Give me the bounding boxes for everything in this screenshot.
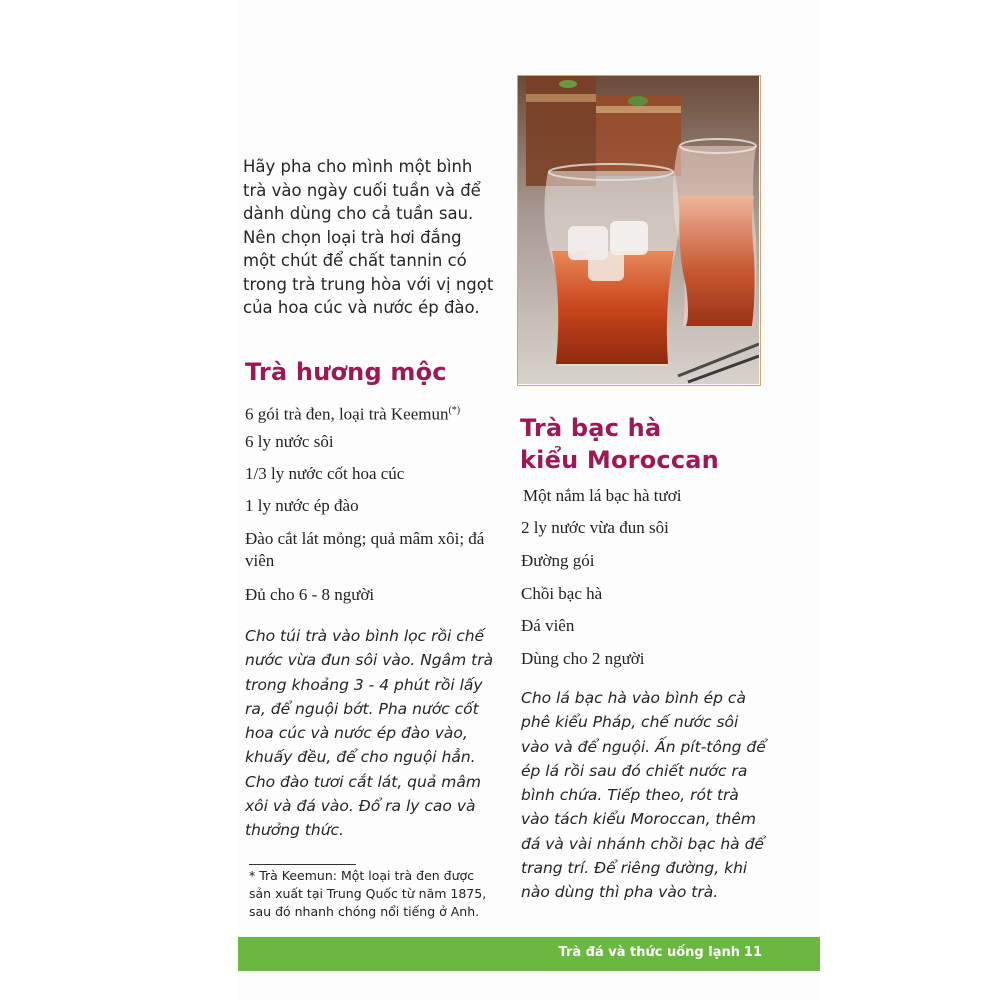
recipe1-ingredient: 6 ly nước sôi — [245, 432, 334, 451]
footnote-mark: (*) — [448, 405, 461, 416]
recipe1-ingredient — [245, 400, 460, 426]
recipe2-ingredient: Đá viên — [521, 616, 575, 635]
recipe2-ingredient: 2 ly nước vừa đun sôi — [521, 518, 669, 537]
recipe2-title-line1: Trà bạc hà — [520, 414, 662, 442]
footer-section-title: Trà đá và thức uống lạnh — [558, 945, 740, 960]
recipe1-ingredient: Đủ cho 6 - 8 người — [245, 585, 375, 604]
recipe1-method: Cho túi trà vào bình lọc rồi chế nước vừa đun sôi vào. Ngâm trà trong khoảng 3 - 4 phút rồi lấy ra, để nguội bớt. Pha nước cốt hoa cúc và nước ép đào vào, khuấy đều, để cho nguội hẳn. Cho đào tươi cắt lát, quả mâm xôi và đá vào. Đổ ra ly cao và thưởng thức. — [245, 627, 494, 840]
footer-bar — [238, 937, 820, 971]
recipe1-ingredient: 1 ly nước ép đào — [245, 496, 359, 515]
footnote-rule — [249, 864, 356, 865]
recipe2-ingredient: Chồi bạc hà — [521, 584, 603, 603]
recipe2-method: Cho lá bạc hà vào bình ép cà phê kiểu Pháp, chế nước sôi vào và để nguội. Ấn pít-tông để ép lá rồi sau đó chiết nước ra bình chứa. Tiếp theo, rót trà vào tách kiểu Moroccan, thêm đá và vài nhánh chồi bạc hà để trang trí. Để riêng đường, khi nào dùng thì pha vào trà. — [521, 689, 766, 902]
recipe2-ingredient: Dùng cho 2 người — [521, 649, 645, 668]
page-number: 11 — [743, 945, 762, 960]
recipe2-ingredient: Đường gói — [521, 551, 595, 570]
recipe2-title-line2: kiểu Moroccan — [520, 446, 719, 474]
recipe1-ingredient: 1/3 ly nước cốt hoa cúc — [245, 464, 405, 483]
iced-tea-photo — [517, 75, 761, 386]
iced-tea-photo-illustration — [518, 76, 759, 384]
recipe1-title: Trà hương mộc — [245, 358, 447, 386]
recipe1-ingredient-text: 6 gói trà đen, loại trà Keemun — [245, 404, 449, 424]
recipe2-ingredient: Một nắm lá bạc hà tươi — [523, 486, 682, 505]
intro-paragraph: Hãy pha cho mình một bình trà vào ngày cuối tuần và để dành dùng cho cả tuần sau. Nên chọn loại trà hơi đắng một chút để chất tannin có trong trà trung hòa với vị ngọt của hoa cúc và nước ép đào. — [243, 157, 494, 317]
recipe1-ingredient: Đào cắt lát mỏng; quả mâm xôi; đá viên — [245, 529, 485, 570]
footnote: * Trà Keemun: Một loại trà đen được sản xuất tại Trung Quốc từ năm 1875, sau đó nhanh chóng nổi tiếng ở Anh. — [249, 868, 487, 919]
